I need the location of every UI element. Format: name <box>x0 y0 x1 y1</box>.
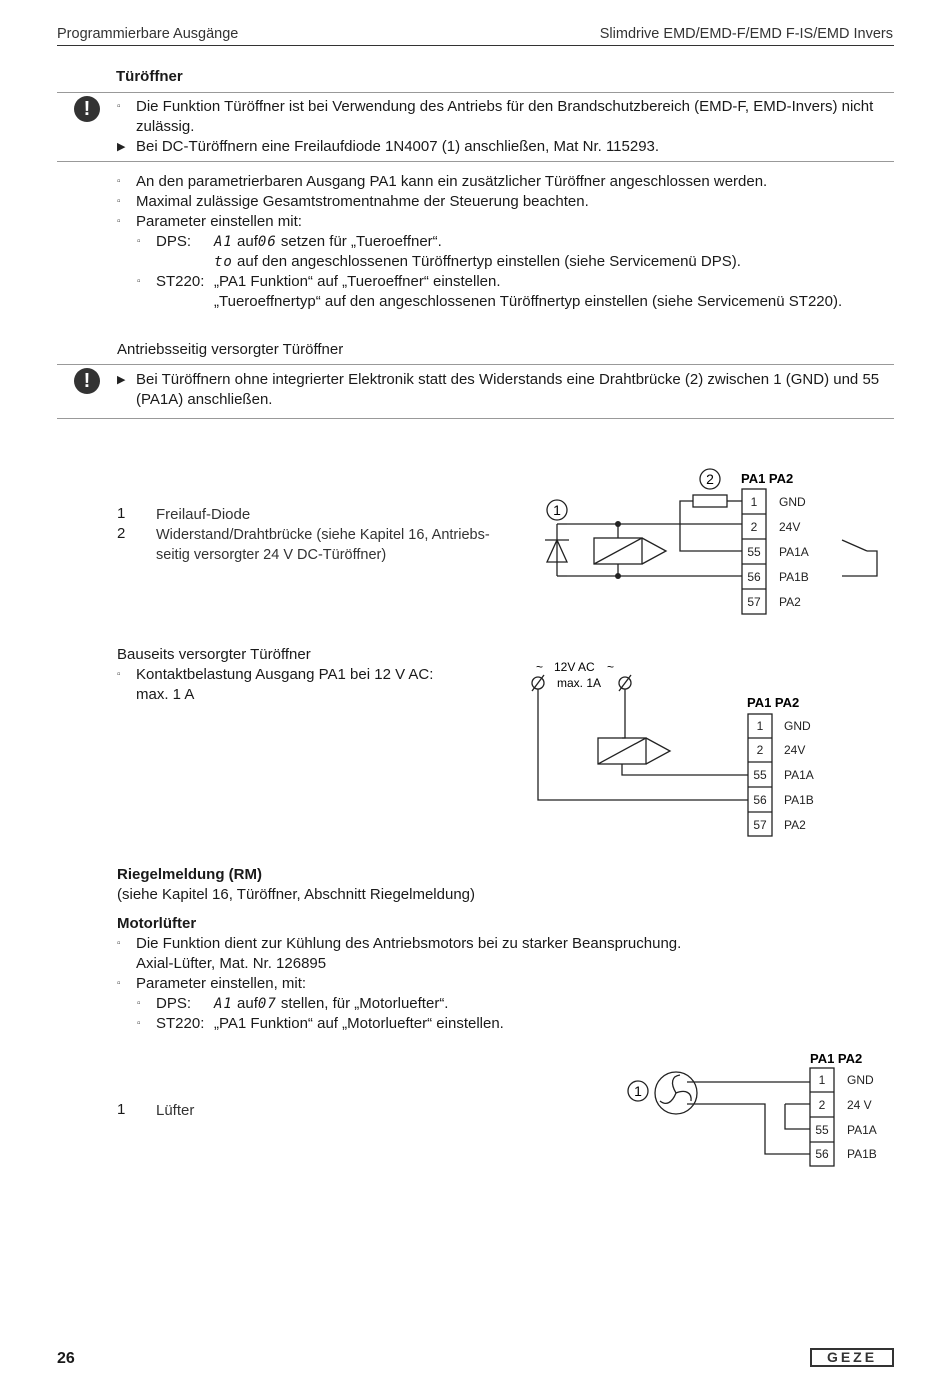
motor-bullets: ▫ Die Funktion dient zur Kühlung des Antriebsmotors bei zu starker Beanspruchung. Axial-Lüfter, Mat. Nr. 126895 ▫ Parameter einstellen, mit: ▫ DPS: A1 auf07 stellen, für „Motorluefter“. ▫ ST220: „PA1 Funktion“ auf „Motorluefter“ einstellen. <box>117 935 682 1032</box>
bullet-text: An den parametrierbaren Ausgang PA1 kann ein zusätzlicher Türöffner angeschlossen werden. <box>136 173 768 190</box>
st220-text: „PA1 Funktion“ auf „Motorluefter“ einstellen. <box>214 1015 504 1032</box>
terminal-number: 1 <box>750 495 758 509</box>
warning-box-1: ▫ Die Funktion Türöffner ist bei Verwendung des Antriebs für den Brandschutzbereich (EMD-F, EMD-Invers) nicht zulässig. ▶ Bei DC-Türöffnern eine Freilaufdiode 1N4007 (1) anschließen, Mat Nr. 115293. <box>117 98 874 155</box>
header-left: Programmierbare Ausgänge <box>57 26 239 42</box>
terminal-number: 1 <box>818 1073 826 1087</box>
terminal-number: 55 <box>815 1123 829 1137</box>
legend-text <box>156 525 490 565</box>
legend-text-line: Widerstand/Drahtbrücke (siehe Kapitel 16, Antriebs- <box>156 527 490 543</box>
supply-label: 12V AC <box>554 660 595 674</box>
dps-text: auf den angeschlossenen Türöffnertyp einstellen (siehe Servicemenü DPS). <box>237 253 741 270</box>
terminal-label: PA1B <box>847 1147 877 1161</box>
warning-text: Bei DC-Türöffnern eine Freilaufdiode 1N4007 (1) anschließen, Mat Nr. 115293. <box>136 138 660 155</box>
bauseits-bullet: ▫ Kontaktbelastung Ausgang PA1 bei 12 V AC: max. 1 A <box>117 666 434 703</box>
terminal-header: PA1 PA2 <box>741 471 794 486</box>
terminal-header: PA1 PA2 <box>810 1051 863 1066</box>
terminal-label: PA1B <box>779 570 809 584</box>
warning-icon: ! <box>74 368 100 394</box>
auf-text: auf <box>237 233 258 250</box>
dps-text: stellen, für „Motorluefter“. <box>280 995 449 1012</box>
diagram-motorluefter <box>620 1048 890 1173</box>
terminal-header: PA1 PA2 <box>747 695 800 710</box>
subsection-title-bauseits: Bauseits versorgter Türöffner <box>117 646 311 663</box>
terminal-label: GND <box>779 495 806 509</box>
header-right: Slimdrive EMD/EMD-F/EMD F-IS/EMD Invers <box>599 26 893 42</box>
bullet-text: Axial-Lüfter, Mat. Nr. 126895 <box>136 955 327 972</box>
warning-rule-bottom <box>57 418 894 419</box>
segment-code: to <box>214 254 233 270</box>
legend-text: Freilauf-Diode <box>156 506 251 523</box>
bullet-text: Parameter einstellen, mit: <box>136 975 307 992</box>
legend-num: 1 <box>117 505 126 522</box>
diagram-bauseits <box>520 655 860 840</box>
callout-label: 1 <box>553 502 561 518</box>
st220-text: „Tueroeffnertyp“ auf den angeschlossenen Türöffnertyp einstellen (siehe Servicemenü ST220). <box>214 293 843 310</box>
tilde: ~ <box>607 660 615 674</box>
dps-text: setzen für „Tueroeffner“. <box>280 233 442 250</box>
header-rule <box>57 45 894 46</box>
bullet-text: Die Funktion dient zur Kühlung des Antriebsmotors bei zu starker Beanspruchung. <box>136 935 682 952</box>
segment-code: 06 <box>257 234 277 250</box>
terminal-label: 24V <box>784 743 806 757</box>
terminal-label: 24 V <box>847 1098 872 1112</box>
subsection-title-antrieb: Antriebsseitig versorgter Türöffner <box>117 341 344 358</box>
geze-logo: GEZE <box>810 1348 894 1367</box>
terminal-label: PA1B <box>784 793 814 807</box>
legend-text-line: seitig versorgter 24 V DC-Türöffner) <box>156 547 387 563</box>
legend-num: 1 <box>117 1101 126 1118</box>
warning-rule-bottom <box>57 161 894 162</box>
legend-text: Lüfter <box>156 1102 195 1119</box>
tilde: ~ <box>536 660 544 674</box>
warning-text: Bei Türöffnern ohne integrierter Elektronik statt des Widerstands eine Drahtbrücke (2) zwischen 1 (GND) und 55 (PA1A) anschließen. <box>136 371 880 408</box>
dps-label: DPS: <box>156 233 192 250</box>
warning-text: Die Funktion Türöffner ist bei Verwendung des Antriebs für den Brandschutzbereich (EMD-F, EMD-Invers) nicht zulässig. <box>136 98 874 135</box>
section-title-riegel: Riegelmeldung (RM) <box>117 866 262 883</box>
segment-code: A1 <box>214 996 233 1012</box>
callout-label: 1 <box>634 1083 642 1099</box>
section-title-motor: Motorlüfter <box>117 915 197 932</box>
terminal-number: 55 <box>753 768 767 782</box>
section-title-tueroeffner: Türöffner <box>116 68 183 85</box>
segment-code: 07 <box>257 996 277 1012</box>
terminal-label: PA2 <box>779 595 801 609</box>
terminal-label: GND <box>784 719 811 733</box>
terminal-number: 1 <box>756 719 764 733</box>
tueroeffner-bullets: ▫ An den parametrierbaren Ausgang PA1 kann ein zusätzlicher Türöffner angeschlossen werden. ▫ Maximal zulässige Gesamtstromentnahme der Steuerung beachten. ▫ Parameter einstellen mit: ▫ DPS: A1 auf06 setzen für „Tueroeffner“. to auf den angeschlossenen Türöffnertyp einstellen (siehe Servicemenü DPS). ▫ ST220: „PA1 Funktion“ auf „Tueroeffner“ einstellen. „Tueroeffnertyp“ auf den angeschlossenen Türöffnertyp einstellen (siehe Servicemenü ST220). <box>117 173 843 310</box>
terminal-number: 56 <box>815 1147 829 1161</box>
terminal-label: PA1A <box>784 768 814 782</box>
bullet-text: Maximal zulässige Gesamtstromentnahme der Steuerung beachten. <box>136 193 589 210</box>
terminal-label: 24V <box>779 520 801 534</box>
terminal-label: GND <box>847 1073 874 1087</box>
terminal-number: 56 <box>747 570 761 584</box>
callout-label: 2 <box>706 471 714 487</box>
terminal-number: 2 <box>756 743 764 757</box>
legend-num: 2 <box>117 525 126 542</box>
terminal-number: 57 <box>747 595 761 609</box>
dps-label: DPS: <box>156 995 192 1012</box>
st220-label: ST220: <box>156 273 205 290</box>
st220-text: „PA1 Funktion“ auf „Tueroeffner“ einstellen. <box>214 273 501 290</box>
terminal-label: PA1A <box>779 545 809 559</box>
terminal-number: 57 <box>753 818 767 832</box>
bullet-text: max. 1 A <box>136 686 195 703</box>
warning-rule-top <box>57 364 894 365</box>
max-label: max. 1A <box>557 676 602 690</box>
auf-text: auf <box>237 995 258 1012</box>
terminal-label: PA2 <box>784 818 806 832</box>
terminal-number: 56 <box>753 793 767 807</box>
terminal-number: 2 <box>750 520 758 534</box>
segment-code: A1 <box>214 234 233 250</box>
terminal-label: PA1A <box>847 1123 877 1137</box>
riegel-text: (siehe Kapitel 16, Türöffner, Abschnitt Riegelmeldung) <box>117 886 475 903</box>
warning-box-2: ▶ Bei Türöffnern ohne integrierter Elektronik statt des Widerstands eine Drahtbrücke (2) zwischen 1 (GND) und 55 (PA1A) anschließen. <box>117 371 880 408</box>
bullet-text: Parameter einstellen mit: <box>136 213 302 230</box>
terminal-number: 2 <box>818 1098 826 1112</box>
bullet-text: Kontaktbelastung Ausgang PA1 bei 12 V AC: <box>136 666 434 683</box>
warning-icon: ! <box>74 96 100 122</box>
diagram-antriebsseitig <box>530 462 890 622</box>
st220-label: ST220: <box>156 1015 205 1032</box>
resistor <box>693 495 727 507</box>
page-number: 26 <box>57 1350 75 1367</box>
terminal-number: 55 <box>747 545 761 559</box>
warning-rule-top <box>57 92 894 93</box>
